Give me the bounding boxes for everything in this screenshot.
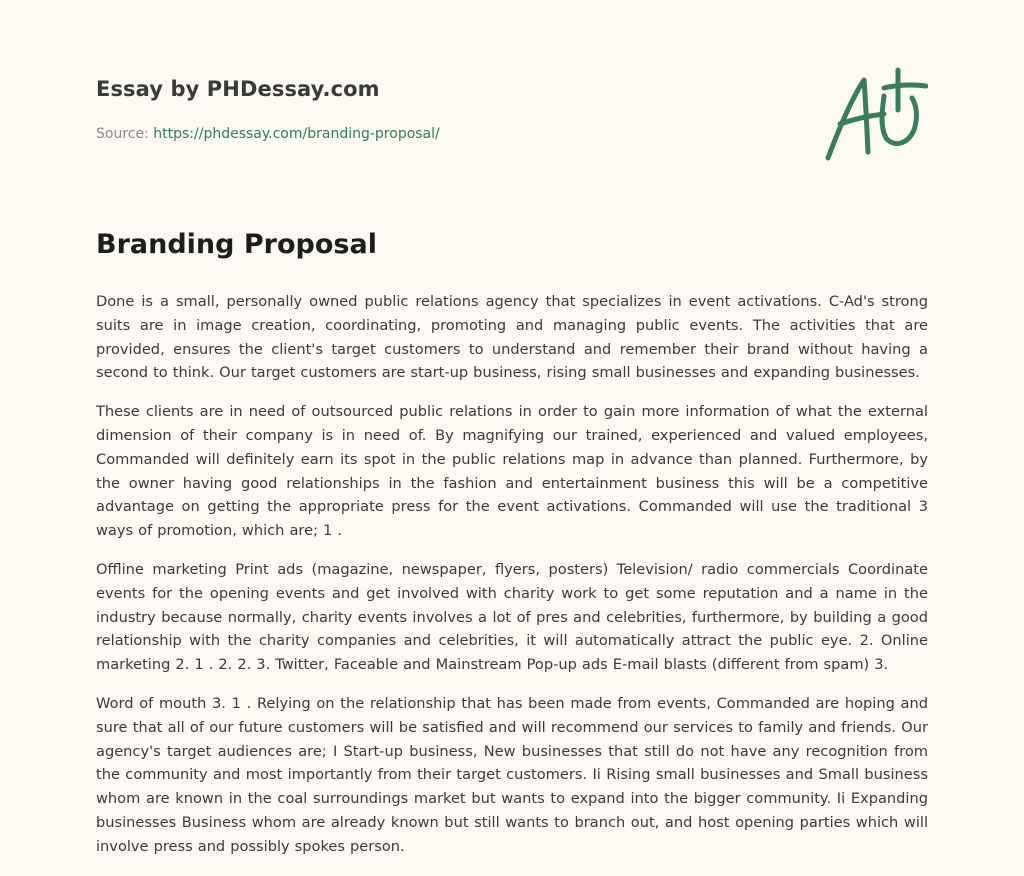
article xyxy=(96,226,928,874)
source-link[interactable]: https://phdessay.com/branding-proposal/ xyxy=(153,126,440,142)
paragraph-1: Done is a small, personally owned public relations agency that specializes in event activations. C-Ad's strong suits are in image creation, coordinating, promoting and managing public events. The activities that are provided, ensures the client's target customers to understand and remember their brand without having a second to think. Our target customers are start-up business, rising small businesses and expanding businesses. xyxy=(96,293,928,382)
article-title: Branding Proposal xyxy=(96,229,377,260)
page-header xyxy=(96,74,796,144)
a-plus-logo-icon xyxy=(822,66,928,164)
source-line xyxy=(96,124,796,144)
site-title: Essay by PHDessay.com xyxy=(96,77,380,101)
source-label: Source: xyxy=(96,126,149,142)
a-plus-logo xyxy=(822,66,928,164)
paragraph-3: Offline marketing Print ads (magazine, newspaper, flyers, posters) Television/ radio commercials Coordinate events for the opening events and get involved with charity work to get some reputation and a name in the industry because normally, charity events involves a lot of pres and celebrities, furthermore, by building a good relationship with the charity companies and celebrities, it will automatically attract the public eye. 2. Online marketing 2. 1 . 2. 2. 3. Twitter, Faceable and Mainstream Pop-up ads E-mail blasts (different from spam) 3. xyxy=(96,560,928,674)
paragraph-2: These clients are in need of outsourced public relations in order to gain more information of what the external dimension of their company is in need of. By magnifying our trained, experienced and valued employees, Commanded will definitely earn its spot in the public relations map in advance than planned. Furthermore, by the owner having good relationships in the fashion and entertainment business this will be a competitive advantage on getting the appropriate press for the event activations. Commanded will use the traditional 3 ways of promotion, which are; 1 . xyxy=(96,403,928,540)
paragraph-4: Word of mouth 3. 1 . Relying on the relationship that has been made from events, Commanded are hoping and sure that all of our future customers will be satisfied and will recommend our services to family and friends. Our agency's target audiences are; I Start-up business, New businesses that still do not have any recognition from the community and most importantly from their target customers. Ii Rising small businesses and Small business whom are known in the coal surroundings market but wants to expand into the bigger community. Ii Expanding businesses Business whom are already known but still wants to branch out, and host opening parties which will involve press and possibly spokes person. xyxy=(96,694,928,855)
